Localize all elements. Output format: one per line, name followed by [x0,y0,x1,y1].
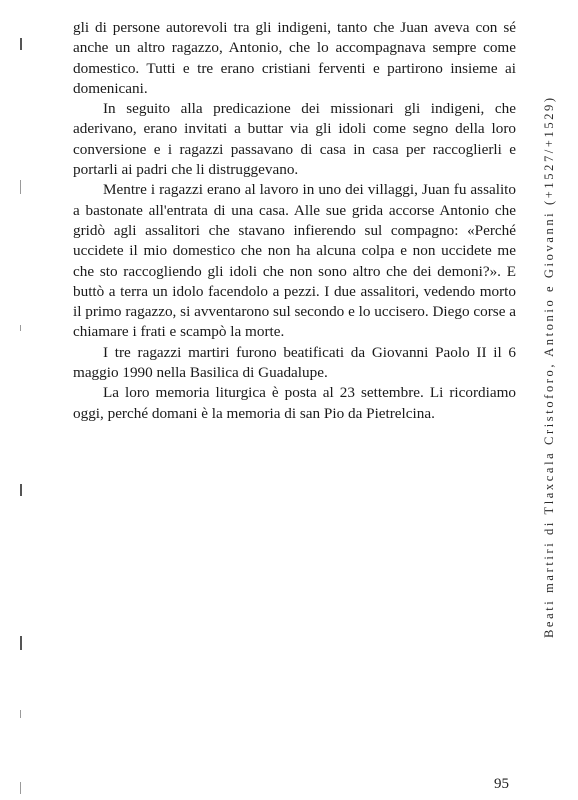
paragraph-2: In seguito alla predicazione dei missionari gli indigeni, che aderivano, erano invitati a buttar via gli idoli come segno della loro conversione e i ragazzi passavano di casa in casa per raccoglierli e portarli ai padri che li distruggevano. [73,100,516,179]
margin-mark [20,782,21,794]
margin-mark [20,180,21,194]
margin-mark [20,710,21,718]
margin-mark [20,484,22,496]
running-head [538,18,560,638]
paragraph-3: Mentre i ragazzi erano al lavoro in uno dei villaggi, Juan fu assalito a bastonate all'entrata di una casa. Alle sue grida accorse Antonio che gridò agli assalitori che stavano infierendo sul compagno: «Perché uccidete il mio domestico che non ha alcuna colpa e non uccidete me che sto raccogliendo gli idoli che non sono altro che dei demoni?». E buttò a terra un idolo facendolo a pezzi. I due assalitori, vedendo morto il primo ragazzo, si avventarono sul secondo e lo uccisero. Diego corse a chiamare i frati e scampò la morte. [73,181,516,341]
margin-mark [20,636,22,650]
paragraph-4: I tre ragazzi martiri furono beatificati da Giovanni Paolo II il 6 maggio 1990 nella Basilica di Guadalupe. [73,343,516,382]
paragraph-1: gli di persone autorevoli tra gli indigeni, tanto che Juan aveva con sé anche un altro ragazzo, Antonio, che lo accompagnava sempre come domestico. Tutti e tre erano cristiani ferventi e partirono insieme ai domenicani. [73,19,516,97]
margin-mark [20,38,22,50]
page-number: 95 [494,776,509,792]
paragraph-5: La loro memoria liturgica è posta al 23 settembre. Li ricordiamo oggi, perché domani è la memoria di san Pio da Pietrelcina. [73,384,516,422]
running-head-text: Beati martiri di Tlaxcala Cristoforo, Antonio e Giovanni (+1527/+1529) [542,95,556,638]
body-text [73,18,516,424]
margin-mark [20,325,21,331]
